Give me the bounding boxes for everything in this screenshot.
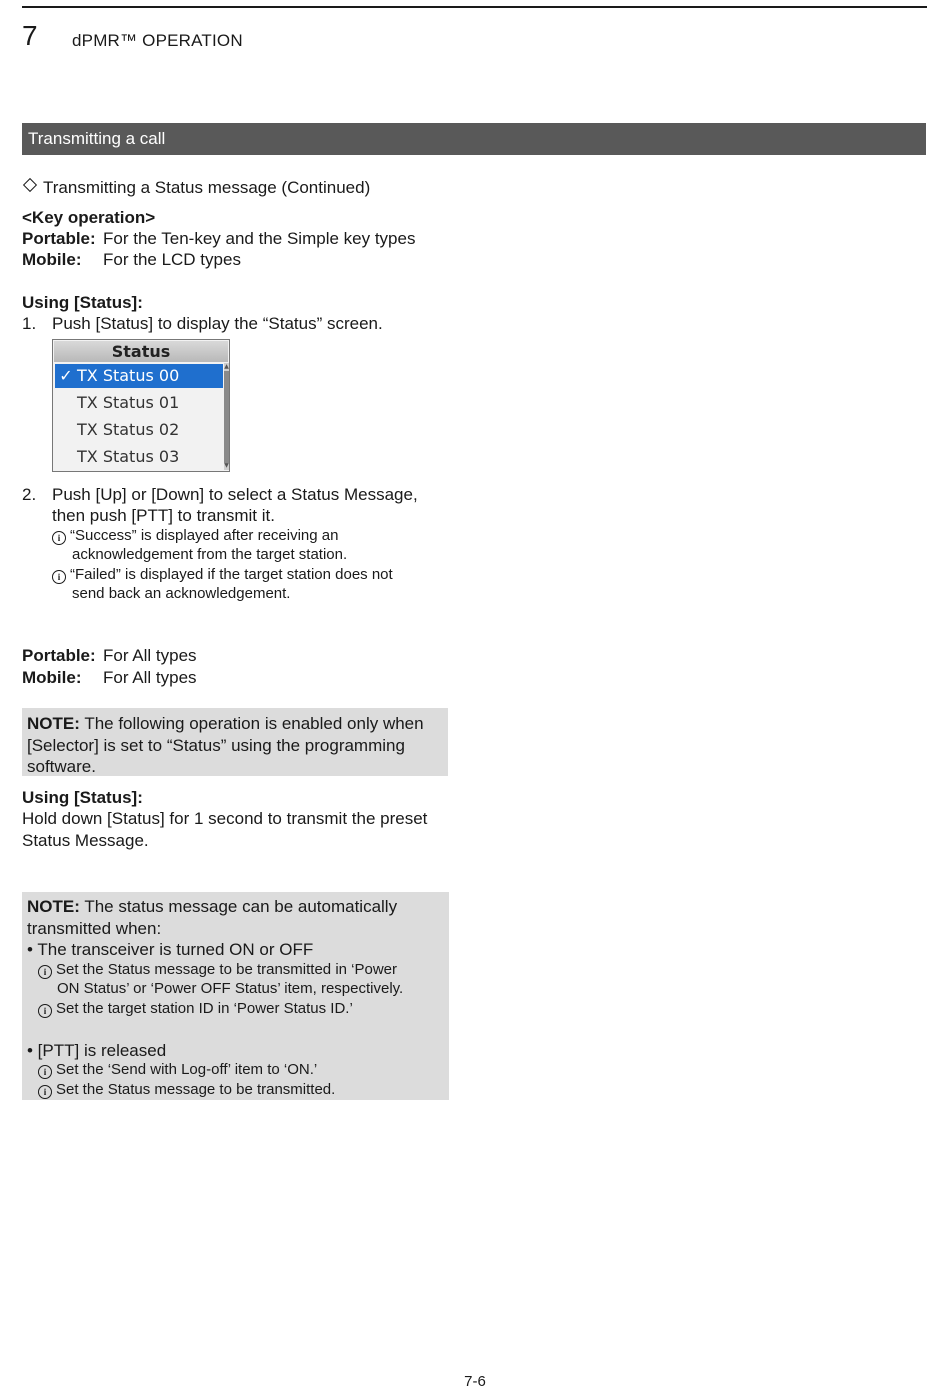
info-failed-line1: i “Failed” is displayed if the target station does not bbox=[52, 565, 393, 585]
info-failed-line2: send back an acknowledgement. bbox=[72, 585, 291, 602]
status-screen bbox=[52, 339, 230, 472]
note2-b2-info2: i Set the Status message to be transmitted. bbox=[38, 1080, 335, 1100]
scroll-up-icon: ▲ bbox=[224, 363, 229, 370]
note2-b2-info1: i Set the ‘Send with Log-off’ item to ‘ON.’ bbox=[38, 1060, 317, 1080]
section-bar bbox=[22, 123, 926, 155]
note2-b1-info1-line2: ON Status’ or ‘Power OFF Status’ item, respectively. bbox=[57, 980, 404, 997]
note2-line2: transmitted when: bbox=[27, 919, 162, 938]
section-title: Transmitting a call bbox=[28, 129, 166, 148]
status-list-item: TX Status 01 bbox=[77, 393, 180, 412]
note2-bullet2: • [PTT] is released bbox=[27, 1041, 167, 1060]
note1-line2: [Selector] is set to “Status” using the programming bbox=[27, 736, 405, 755]
step1-number: 1. bbox=[22, 314, 37, 333]
note2-b1-info2: i Set the target station ID in ‘Power Status ID.’ bbox=[38, 999, 353, 1019]
scrollbar-thumb bbox=[224, 371, 229, 463]
chapter-title: dPMR™ OPERATION bbox=[72, 31, 243, 50]
diamond-icon bbox=[23, 178, 37, 192]
scroll-down-icon: ▼ bbox=[224, 462, 229, 469]
all-mobile-label: Mobile: bbox=[22, 668, 82, 687]
page-number: 7-6 bbox=[464, 1373, 486, 1390]
all-portable-text: For All types bbox=[103, 646, 197, 665]
info-success-line2: acknowledgement from the target station. bbox=[72, 546, 348, 563]
key-operation-title: <Key operation> bbox=[22, 208, 156, 227]
hold-status-line1: Hold down [Status] for 1 second to transmit the preset bbox=[22, 809, 428, 828]
step1-text: Push [Status] to display the “Status” screen. bbox=[52, 314, 383, 333]
key-op-portable-label: Portable: bbox=[22, 229, 96, 248]
note1-line1: NOTE: The following operation is enabled only when bbox=[27, 714, 424, 733]
step2-number: 2. bbox=[22, 485, 37, 504]
subheading-text: Transmitting a Status message (Continued) bbox=[43, 178, 371, 197]
info-icon: i bbox=[52, 570, 66, 584]
status-screen-title: Status bbox=[54, 341, 228, 362]
info-icon: i bbox=[38, 1065, 52, 1079]
status-list-item: TX Status 02 bbox=[77, 420, 180, 439]
check-icon: ✓ bbox=[59, 366, 73, 385]
info-icon: i bbox=[52, 531, 66, 545]
using-status-title-2: Using [Status]: bbox=[22, 788, 143, 807]
using-status-title: Using [Status]: bbox=[22, 293, 143, 312]
step2-line2: then push [PTT] to transmit it. bbox=[52, 506, 275, 525]
note1-line3: software. bbox=[27, 757, 96, 776]
key-op-mobile-label: Mobile: bbox=[22, 250, 82, 269]
info-icon: i bbox=[38, 1004, 52, 1018]
info-success-line1: i “Success” is displayed after receiving an bbox=[52, 526, 338, 546]
note2-b1-info1-line1: i Set the Status message to be transmitted in ‘Power bbox=[38, 960, 397, 980]
status-list-item: TX Status 03 bbox=[77, 447, 180, 466]
info-icon: i bbox=[38, 965, 52, 979]
chapter-number: 7 bbox=[22, 20, 38, 51]
hold-status-line2: Status Message. bbox=[22, 831, 149, 850]
all-portable-label: Portable: bbox=[22, 646, 96, 665]
step2-line1: Push [Up] or [Down] to select a Status Message, bbox=[52, 485, 418, 504]
info-icon: i bbox=[38, 1085, 52, 1099]
key-op-portable-text: For the Ten-key and the Simple key types bbox=[103, 229, 416, 248]
status-list-item: ✓ TX Status 00 bbox=[55, 364, 223, 388]
subheading bbox=[22, 177, 370, 198]
note2-line1: NOTE: The status message can be automatically bbox=[27, 897, 398, 916]
header-rule bbox=[22, 6, 927, 8]
key-op-mobile-text: For the LCD types bbox=[103, 250, 241, 269]
note2-bullet1: • The transceiver is turned ON or OFF bbox=[27, 940, 314, 959]
all-mobile-text: For All types bbox=[103, 668, 197, 687]
